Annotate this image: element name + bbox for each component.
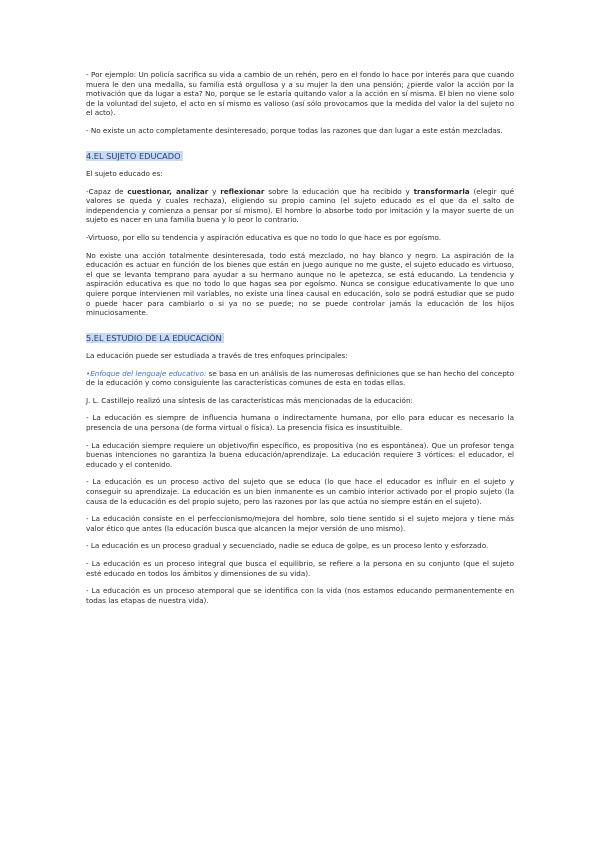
- list-item-integral: - La educación es un proceso integral que busca el equilibrio, se refiere a la persona en su conjunto (que el sujeto esté educado en todos los ámbitos y dimensiones de su vida).: [86, 559, 514, 578]
- section-4-heading: 4.EL SUJETO EDUCADO: [86, 150, 181, 161]
- paragraph-no-existe-accion: No existe una acción totalmente desinteresada, todo está mezclado, no hay blanco y negro. La aspiración de la educación es actuar en función de los bienes que están en juego aunque no me guste, el sujeto educado es virtuoso, el que se levanta temprano para ayudar a su hermano aunque no le apetezca, se está educando. La tendencia y aspiración educativa es que no todo lo que hagas sea por egoísmo. Nunca se consigue educativamente lo que uno quiere porque intervienen mil variables, no existe una línea causal en educación, solo se podrá estudiar que se pudo o puede hacer para cambiarlo o si ya no se puede; no se puede controlar jamás la educación de los hijos minuciosamente.: [86, 250, 514, 318]
- capaz-bold-3: transformarla: [413, 186, 470, 196]
- paragraph-castillejo: J. L. Castillejo realizó una síntesis de las características más mencionadas de la educación:: [86, 395, 413, 405]
- enfoque-label: •Enfoque del lenguaje educativo:: [86, 368, 207, 378]
- section-4-heading-wrap: [86, 144, 514, 167]
- list-item-atemporal: - La educación es un proceso atemporal que se identifica con la vida (nos estamos educando permanentemente en todas las etapas de nuestra vida).: [86, 586, 514, 605]
- section-5-heading-wrap: [86, 326, 514, 349]
- list-item-proceso-activo: - La educación es un proceso activo del sujeto que se educa (lo que hace el educador es influir en el sujeto y conseguir su aprendizaje. La educación es un bien inmanente es un cambio interior activado por el propio sujeto (la causa de la educación es del propio sujeto, pero las razones por las que actúa no siempre están en el sujeto).: [86, 477, 514, 506]
- capaz-bold-1: cuestionar, analizar: [127, 186, 209, 196]
- list-item-objetivo: - La educación siempre requiere un objetivo/fin específico, es propositiva (no es espontánea). Que un profesor tenga buenas intenciones no garantiza la buena educación/aprendizaje. La educación requiere 3 vórtices: el educador, el educado y el contenido.: [86, 440, 514, 469]
- section-5-heading: 5.EL ESTUDIO DE LA EDUCACIÓN: [86, 332, 222, 343]
- paragraph-policia-example: - Por ejemplo: Un policía sacrifica su vida a cambio de un rehén, pero en el fondo lo hace por interés para que cuando muera le den una medalla, su familia está orgullosa y a su mujer la den una pensión; ¿pierde valor la acción por la motivación que da lugar a esta? No, porque se le estaría quitando valor a la acción en sí misma. El bien no viene solo de la voluntad del sujeto, el acto en sí mismo es valioso (así sólo provocamos que la medida del valor la del sujeto no el acto).: [86, 70, 514, 118]
- paragraph-virtuoso: -Virtuoso, por ello su tendencia y aspiración educativa es que no todo lo que hace es por egoísmo.: [86, 232, 442, 242]
- list-item-perfeccionismo: - La educación consiste en el perfeccionismo/mejora del hombre, solo tiene sentido si el sujeto mejora y tiene más valor ético que antes (la educación busca que alcancen la mejor versión de uno mismo).: [86, 514, 514, 533]
- list-item-gradual: - La educación es un proceso gradual y secuenciado, nadie se educa de golpe, es un proceso lento y esforzado.: [86, 541, 489, 551]
- enfoque-rest: se basa en un análisis de las numerosas definiciones que se han hecho del concepto de la educación y como consiguiente las características comunes de esta en todas ellas.: [86, 368, 515, 388]
- paragraph-no-acto-desinteresado: - No existe un acto completamente desinteresado, porque todas las razones que dan lugar a este están mezcladas.: [86, 125, 503, 135]
- paragraph-enfoque-lenguaje: [86, 369, 514, 388]
- section-5-lead: La educación puede ser estudiada a través de tres enfoques principales:: [86, 351, 348, 361]
- capaz-mid-1: y: [208, 186, 221, 196]
- capaz-mid-2: sobre la educación que ha recibido y: [264, 186, 414, 196]
- list-item-influencia-humana: - La educación es siempre de influencia humana o indirectamente humana, por ello para educar es necesario la presencia de una persona (de forma virtual o física). La presencia física es insustituible.: [86, 413, 514, 433]
- capaz-rest: (elegir qué valores se queda y cuales rechaza), eligiendo su propio camino (el sujeto educado es el que da el salto de independencia y comienza a pensar por sí mismo). El hombre lo absorbe todo por imitación y la mayor suerte de un sujeto es nacer en una familia buena y lo peor lo contrario.: [86, 186, 514, 225]
- capaz-bold-2: reflexionar: [220, 186, 265, 196]
- paragraph-capaz: [86, 187, 514, 225]
- capaz-prefix: -Capaz de: [86, 186, 128, 196]
- section-4-lead: El sujeto educado es:: [86, 168, 163, 178]
